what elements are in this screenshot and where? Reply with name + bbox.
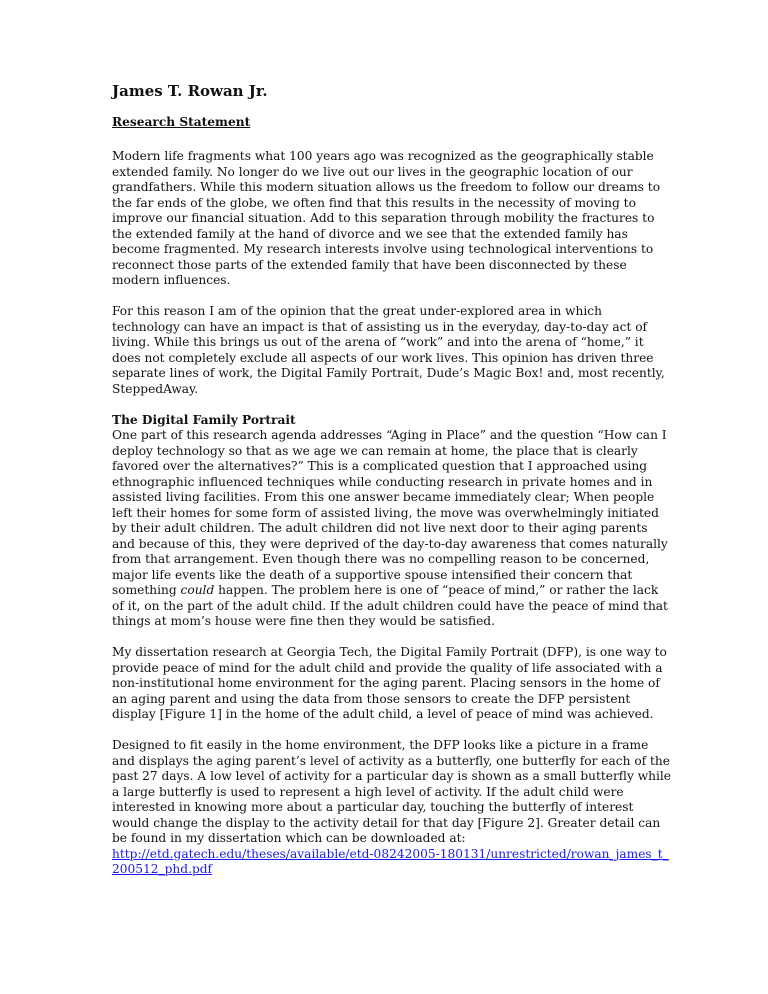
section-title: Research Statement [112,115,251,129]
document-page [112,82,672,893]
paragraph-dissertation: My dissertation research at Georgia Tech, the Digital Family Portrait (DFP), is one way to provide peace of mind for the adult child and provide the quality of life associated with a non-institutional home environment for the aging parent. Placing sensors in the home of an aging parent and using the data from those sensors to create the DFP persistent display [Figure 1] in the home of the adult child, a level of peace of mind was achieved. [112,645,667,721]
paragraph-aging-emphasis: could [180,583,215,597]
paragraph-intro: Modern life fragments what 100 years ago was recognized as the geographically stable extended family. No longer do we live out our lives in the geographic location of our grandfathers. While this modern situation allows us the freedom to follow our dreams to the far ends of the globe, we often find that this results in the necessity of moving to improve our financial situation. Add to this separation through mobility the fractures to the extended family at the hand of divorce and we see that the extended family has become fragmented. My research interests involve using technological interventions to reconnect those parts of the extended family that have been disconnected by these modern influences. [112,149,661,287]
subheading-digital-family-portrait: The Digital Family Portrait [112,412,296,427]
paragraph-opinion: For this reason I am of the opinion that the great under-explored area in which technology can have an impact is that of assisting us in the everyday, day-to-day act of living. While this brings us out of the arena of “work” and into the arena of “home,” it does not completely exclude all aspects of our work lives. This opinion has driven three separate lines of work, the Digital Family Portrait, Dude’s Magic Box! and, most recently, SteppedAway. [112,304,665,396]
paragraph-aging-in-place [112,428,672,630]
paragraph-dfp-design-text: Designed to fit easily in the home environment, the DFP looks like a picture in a frame and displays the aging parent’s level of activity as a butterfly, one butterfly for each of the past 27 days. A low level of activity for a particular day is shown as a small butterfly while a large butterfly is used to represent a high level of activity. If the adult child were interested in knowing more about a particular day, touching the butterfly of interest would change the display to the activity detail for that day [Figure 2]. Greater detail can be found in my dissertation which can be downloaded at: [112,738,671,845]
paragraph-aging-text-before: One part of this research agenda addresses “Aging in Place” and the question “How can I deploy technology so that as we age we can remain at home, the place that is clearly favored over the alternatives?” This is a complicated question that I approached using ethnographic influenced techniques while conducting research in private homes and in assisted living facilities. From this one answer became immediately clear; When people left their homes for some form of assisted living, the move was overwhelmingly initiated by their adult children. The adult children did not live next door to their aging parents and because of this, they were deprived of the day-to-day awareness that comes naturally from that arrangement. Even though there was no compelling reason to be concerned, major life events like the death of a supportive spouse intensified their concern that something [112,428,668,597]
author-name: James T. Rowan Jr. [112,82,268,100]
dissertation-link[interactable]: http://etd.gatech.edu/theses/available/etd-08242005-180131/unrestricted/rowan_james_t_200512_phd.pdf [112,846,669,876]
paragraph-aging-text-after: happen. The problem here is one of “peace of mind,” or rather the lack of it, on the part of the adult child. If the adult children could have the peace of mind that things at mom’s house were fine then they would be satisfied. [112,583,668,628]
paragraph-dfp-design [112,738,672,878]
